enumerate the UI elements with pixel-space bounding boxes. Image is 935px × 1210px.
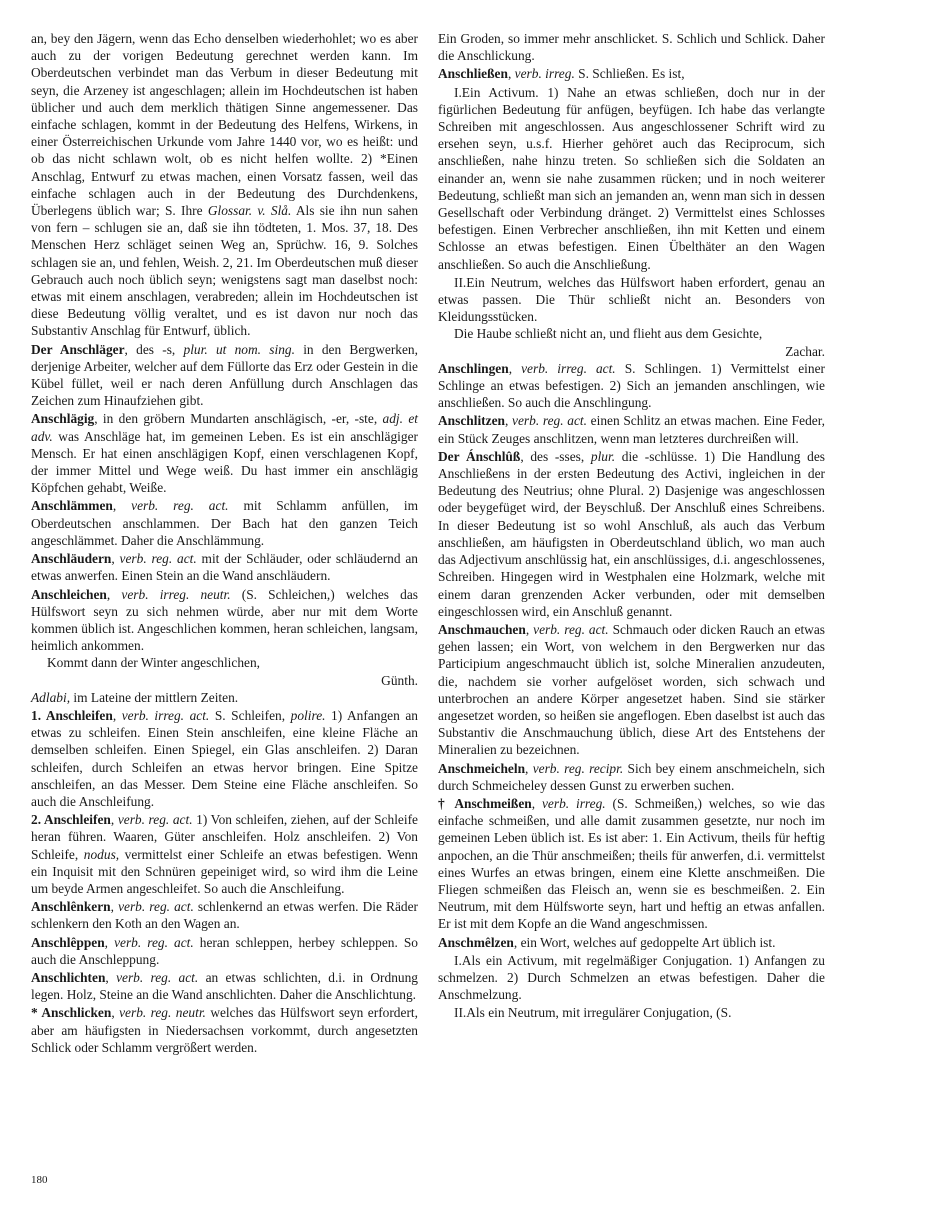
entry-anschlicken: * Anschlicken, verb. reg. neutr. welches das Hülfswort seyn erfordert, aber am häufigsten in Niedersachsen vorkommt, durch angesetzten Schlick oder Schlamm vergrößert werden. <box>31 1005 418 1055</box>
entry-anschlaemmen: Anschlämmen, verb. reg. act. mit Schlamm anfüllen, im Oberdeutschen anschlammen. Der Bach hat den ganzen Teich angeschlämmet. Daher die Anschlämmung. <box>31 498 418 548</box>
headword: 1. Anschleifen <box>31 707 113 723</box>
page-number: 180 <box>31 1174 48 1186</box>
headword: Der Anschläger <box>31 341 125 357</box>
headword: * Anschlicken <box>31 1005 112 1021</box>
left-column <box>31 30 418 1056</box>
entry-anschleppen: Anschlêppen, verb. reg. act. heran schleppen, herbey schleppen. So auch die Anschleppung. <box>31 934 418 967</box>
sense-paragraph: I.Ein Activum. 1) Nahe an etwas schließen, doch nur in der figürlichen Bedeutung für anfügen, beyfügen. Ich habe das verlangte Schreiben mit angeschlossen. Aus angeschlossener Schrift wird zu ersehen seyn, u.s.f. Hierher gehöret auch das Reciprocum, sich anschließen, nahe hinzu treten. So schließen sich die Soldaten an einander an, wenn sie nahe zusammen rücken; und in noch weiterer Bedeutung, schließt man sich an jemanden an, wenn man sich in dessen Gesellschaft oder Verbindung dränget. 2) Vermittelst eines Schlosses befestigen. Einen Verbrecher anschließen, ihn mit Ketten und einem Schlosse an etwas befestigen. Einen Übelthäter an den Wagen anschließen. So auch die Anschließung. <box>438 84 825 272</box>
entry-anschlitzen: Anschlitzen, verb. reg. act. einen Schlitz an etwas machen. Eine Feder, ein Stück Zeuges anschlitzen, wenn man letzteres durchreißen will. <box>438 413 825 446</box>
headword: Anschmeicheln <box>438 760 526 776</box>
headword: Anschlägig <box>31 411 95 427</box>
headword: Anschließen <box>438 66 508 82</box>
sense-paragraph: II.Als ein Neutrum, mit irregulärer Conjugation, (S. <box>454 1005 732 1021</box>
entry-anschmeissen: † Anschmeißen, verb. irreg. (S. Schmeißen,) welches, so wie das einfache schmeißen, und alle damit zusammen gesetzte, nur noch im gemeinen Leben üblich ist. Es ist aber: 1. Ein Activum, theils für heftig anpochen, an die Thür anschmeißen; theils für anwerfen, d.i. vermittelst eines Wurfes an etwas bringen, einem eine Klette anschmeißen. Die Fliegen schmeißen das Fleisch an, wenn sie es beschmeißen. 2. Ein Neutrum, mit dem Hülfsworte seyn, hart und heftig an etwas anfallen. Er ist mit dem Kopfe an die Wand angeschmissen. <box>438 795 825 932</box>
headword: † Anschmeißen <box>438 795 532 811</box>
headword: Anschlingen <box>438 360 509 376</box>
entry-anschliessen: Anschließen, verb. irreg. S. Schließen. Es ist, <box>438 66 685 82</box>
continuation-paragraph: an, bey den Jägern, wenn das Echo denselben wiederhohlet; wo es aber auch zu der vorigen Bedeutung gerechnet werden kann. Im Oberdeutschen verbindet man das Verbum in dieser Bedeutung mit seyn, die Arzeney ist angeschlagen; allein im Hochdeutschen ist haben üblicher und auch dem merklich thätigen Sinne angemessener. Das einfache schlagen, kommt in der Bedeutung des Helfens, Wirkens, in einer Österreichischen Urkunde vom Jahre 1440 vor, wo es heißt: und ob das nicht schlawn wolt, ob es nicht helfen wollte. 2) *Einen Anschlag, Entwurf zu etwas machen, einen Vorsatz fassen, weil das einfache schlagen auch in der Bedeutung des Durchdenkens, Überlegens üblich war; S. Ihre Glossar. v. Slå. Als sie ihn nun sahen von fern – schlugen sie an, daß sie ihn tödteten, 1. Mos. 37, 18. Des Menschen Herz schläget seinen Weg an, Sprüchw. 16, 9. Solches schlagen sie an, und fehlen, Weish. 2, 21. Im Oberdeutschen muß dieser Gebrauch auch noch üblich seyn; wenigstens sagt man daselbst noch: etwas mit einem anschlagen, verabreden; allein im Hochdeutschen ist diese Bedeutung völlig veraltet, und es ist davon nur noch das Substantiv Anschlag für Entwurf, üblich. <box>31 31 419 339</box>
quote-line: Die Haube schließt nicht an, und flieht aus dem Gesichte, <box>454 326 763 342</box>
entry-anschmauchen: Anschmauchen, verb. reg. act. Schmauch oder dicken Rauch an etwas gehen lassen; ein Wort, von welchem in den Bergwerken nur das Participium angeschmaucht üblich ist, solche Mineralien anzudeuten, die, nachdem sie vorher aufgelöset worden, sich schwach und unterbrochen an andere Körper angesetzet haben. Sind sie stärker angesetzet worden, so heißen sie angeflogen. Eben daselbst ist auch das Substantiv die Anschmauchung üblich, diese Art des Entstehens der Mineralien zu bezeichnen. <box>438 621 825 758</box>
headword: Anschlêppen <box>31 934 105 950</box>
headword: Anschlichten <box>31 969 106 985</box>
headword: Anschlitzen <box>438 413 505 429</box>
sense-paragraph: I.Als ein Activum, mit regelmäßiger Conjugation. 1) Anfangen zu schmelzen. 2) Durch Schmelzen an etwas befestigen. Daher die Anschmelzung. <box>438 952 825 1003</box>
headword: Anschlämmen <box>31 498 113 514</box>
right-column <box>438 30 825 1022</box>
headword: Anschmêlzen <box>438 934 514 950</box>
continuation-paragraph: Ein Groden, so immer mehr anschlicket. S. Schlich und Schlick. Daher die Anschlickung. <box>438 31 825 64</box>
quote-source: Günth. <box>381 672 418 688</box>
entry-anschlaeudern: Anschläudern, verb. reg. act. mit der Schläuder, oder schläudernd an etwas anwerfen. Einen Stein an die Wand anschläudern. <box>31 551 418 584</box>
sense-paragraph: II.Ein Neutrum, welches das Hülfswort haben erfordert, genau an etwas passen. Die Thür schließt nicht an. Besonders von Kleidungsstücken. <box>438 274 825 325</box>
headword: Anschläudern <box>31 551 112 567</box>
entry-anschlaegig: Anschlägig, in den gröbern Mundarten anschlägisch, -er, -ste, adj. et adv. was Anschläge hat, im gemeinen Leben. Es ist ein anschlägiger Mensch. Er hat einen anschlägigen Kopf, einen verschlagenen Kopf, der immer Mittel und Wege weiß. Du hast immer ein anschlägig Köpfchen gehabt, Weiße. <box>31 411 418 496</box>
entry-anschlenkern: Anschlênkern, verb. reg. act. schlenkernd an etwas werfen. Die Räder schlenkern den Koth an den Wagen an. <box>31 899 418 932</box>
entry-anschlaeger: Der Anschläger, des -s, plur. ut nom. sing. in den Bergwerken, derjenige Arbeiter, welcher auf dem Füllorte das Erz oder Gestein in die Kübel füllet, weil er nach deren Anfüllung durch Anschlagen das Zeichen zum Hinaufziehen gibt. <box>31 341 418 409</box>
quote-source: Zachar. <box>785 343 825 359</box>
entry-anschleifen-2: 2. Anschleifen, verb. reg. act. 1) Von schleifen, ziehen, auf der Schleife heran führen. Waaren, Güter anschleifen. Holz anschleifen. 2) Von Schleife, nodus, vermittelst einer Schleife an etwas befestigen. Wenn ein Inquisit mit den Schnüren gepeiniget wird, so wird ihm die Leine um beyde Armen angeschleifet. So auch die Anschleifung. <box>31 812 418 896</box>
entry-anschmelzen: Anschmêlzen, ein Wort, welches auf gedoppelte Art üblich ist. <box>438 934 776 950</box>
headword: Anschleichen <box>31 586 107 602</box>
headword: Anschlênkern <box>31 899 111 915</box>
entry-anschleifen-1: 1. Anschleifen, verb. irreg. act. S. Schleifen, polire. 1) Anfangen an etwas zu schleifen. Einen Stein anschleifen, eine kleine Fläche an demselben schleifen. Einen Spiegel, ein Glas anschleifen. 2) Daran schleifen, durch Schleifen an etwas hervor bringen. Eine Spitze anschleifen, an das Messer. Dem Steine eine Fläche anschleifen. So auch die Anschleifung. <box>31 707 418 809</box>
entry-anschlichten: Anschlichten, verb. reg. act. an etwas schlichten, d.i. in Ordnung legen. Holz, Steine an die Wand anschlichten. Daher die Anschlichtung. <box>31 969 418 1003</box>
quote-line: Kommt dann der Winter angeschlichen, <box>47 655 261 671</box>
headword: 2. Anschleifen <box>31 812 111 828</box>
entry-anschlingen: Anschlingen, verb. irreg. act. S. Schlingen. 1) Vermittelst einer Schlinge an etwas befestigen. 2) Sich an jemanden anschlingen, wie anschließen. So auch die Anschlingung. <box>438 360 825 411</box>
headword: Anschmauchen <box>438 621 526 637</box>
headword: Der Ánschlûß <box>438 448 521 464</box>
entry-anschmeicheln: Anschmeicheln, verb. reg. recipr. Sich bey einem anschmeicheln, sich durch Schmeicheley dessen Gunst zu erwerben suchen. <box>438 760 825 793</box>
entry-anschleichen: Anschleichen, verb. irreg. neutr. (S. Schleichen,) welches das Hülfswort seyn zu sich nehmen würde, aber nur mit dem Worte kommen üblich ist. Angeschlichen kommen, heran schleichen, langsam, heimlich ankommen. <box>31 586 418 654</box>
entry-anschluss: Der Ánschlûß, des -sses, plur. die -schlüsse. 1) Die Handlung des Anschließens in der ersten Bedeutung des Activi, ingleichen in der Bedeutung des Neutrius; ohne Plural. 2) Dasjenige was angeschlossen oder beygefüget wird, der Beyschluß. Der Anschluß eines Schreibens. In dieser Bedeutung ist so wohl Anschluß, als auch das Verbum anschließen, am häufigsten in Oberdeutschland üblich, wo man auch das Adjectivum anschlüssig hat, ein anschlüssiges, d.i. angeschlossenes, Schreiben. Hingegen wird in Westphalen eine Holzmark, welche mit einem daran grenzenden Acker verbunden, oder mit demselben eingeschlossen wird, ein Anschluß genannt. <box>438 448 825 619</box>
adlabi-line: Adlabi, im Lateine der mittlern Zeiten. <box>31 689 239 705</box>
